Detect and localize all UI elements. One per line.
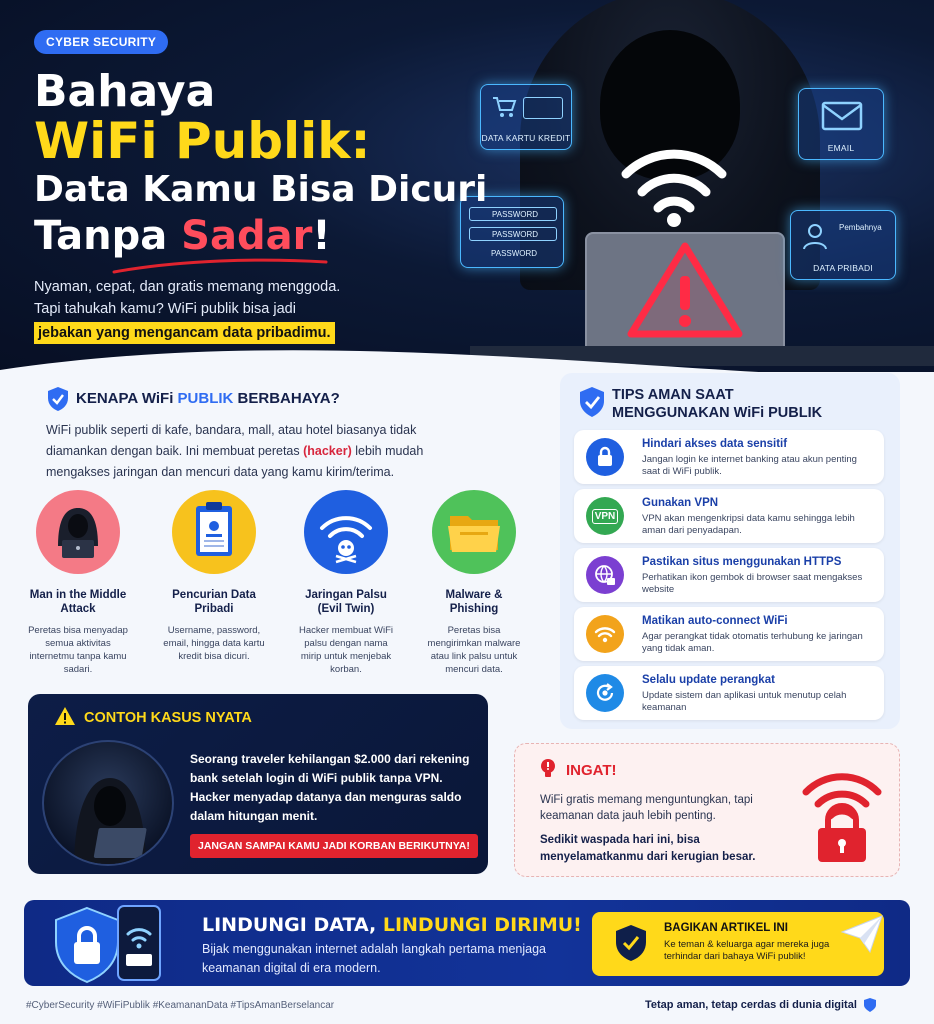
- risk-title: Malware & Phishing: [445, 589, 503, 615]
- title-word-tanpa: Tanpa: [34, 213, 182, 259]
- warning-triangle-icon: [625, 240, 745, 340]
- red-underline-swoosh: [110, 256, 330, 276]
- tips-title-2: MENGGUNAKAN WiFi PUBLIK: [612, 405, 823, 421]
- wifi-icon: [586, 615, 624, 653]
- shield-check-icon: [46, 386, 70, 412]
- tip-desc: Jangan login ke internet banking atau akun penting saat di WiFi publik.: [642, 454, 857, 477]
- footer-tagline-text: Tetap aman, tetap cerdas di dunia digital: [645, 998, 857, 1011]
- risk-card-evil-twin: [294, 490, 398, 676]
- tip-item: [574, 666, 884, 720]
- personal-data-label: DATA PRIBADI: [813, 263, 873, 273]
- risk-desc: Peretas bisa menyadap semua aktivitas internetmu tanpa kamu sadari.: [28, 625, 128, 675]
- update-gear-icon: [586, 674, 624, 712]
- tips-title-1: TIPS AMAN SAAT: [612, 387, 734, 403]
- banner-title-a: LINDUNGI DATA,: [202, 914, 383, 936]
- folder-icon: [432, 490, 516, 574]
- risk-desc: Peretas bisa mengirimkan malware atau link palsu untuk mencuri data.: [427, 625, 521, 675]
- shield-icon: [864, 998, 876, 1012]
- risk-title: Jaringan Palsu (Evil Twin): [305, 589, 387, 615]
- email-card: [798, 88, 884, 160]
- title-line-1: Bahaya: [34, 66, 216, 117]
- envelope-icon: [821, 101, 863, 131]
- case-text: Seorang traveler kehilangan $2.000 dari rekening bank setelah login di WiFi publik tanpa VPN. Hacker menyadap datanya dan menguras saldo dalam hitungan menit.: [190, 752, 470, 823]
- warning-icon: [54, 706, 76, 726]
- globe-lock-icon: [586, 556, 624, 594]
- tip-title: Matikan auto-connect WiFi: [642, 615, 788, 627]
- tip-desc: VPN akan mengenkripsi data kamu sehingga lebih aman dari penyadapan.: [642, 513, 855, 536]
- hacker-laptop-icon: [36, 490, 120, 574]
- tip-desc: Agar perangkat tidak otomatis terhubung ke jaringan yang tidak aman.: [642, 631, 863, 654]
- credit-card-label: DATA KARTU KREDIT: [481, 133, 571, 143]
- hero-sub-line-2: Tapi tahukah kamu? WiFi publik bisa jadi: [34, 301, 296, 317]
- risk-card-malware: [422, 490, 526, 676]
- shield-lock-icon: [52, 906, 122, 984]
- risk-title: Pencurian Data Pribadi: [172, 589, 256, 615]
- reminder-text-2: Sedikit waspada hari ini, bisa menyelamatkanmu dari kerugian besar.: [540, 834, 756, 863]
- risk-desc: Username, password, email, hingga data kartu kredit bisa dicuri.: [163, 625, 265, 662]
- title-line-3: Data Kamu Bisa Dicuri: [34, 169, 488, 210]
- why-description: [46, 420, 466, 483]
- reminder-title: INGAT!: [566, 762, 617, 779]
- tip-item: [574, 548, 884, 602]
- hacker-photo: [42, 740, 174, 866]
- title-exclamation: !: [312, 213, 331, 259]
- case-warning-banner: JANGAN SAMPAI KAMU JADI KORBAN BERIKUTNYA!: [190, 834, 478, 858]
- why-text-b: lebih mudah mengakses jaringan dan mencuri data yang kamu kirim/terima.: [46, 444, 424, 479]
- title-word-sadar: Sadar: [181, 213, 313, 259]
- why-text-hacker: (hacker): [303, 444, 352, 458]
- paper-plane-icon[interactable]: [840, 914, 884, 954]
- phone-wifi-icon: [114, 904, 190, 984]
- risk-card-data-theft: [162, 490, 266, 663]
- password-field-1: PASSWORD: [469, 207, 557, 221]
- personal-name: Pembahnya: [839, 223, 882, 232]
- card-lines: [523, 97, 563, 119]
- banner-title-b: LINDUNGI DIRIMU!: [382, 914, 582, 936]
- clipboard-id-icon: [172, 490, 256, 574]
- shield-check-icon: [614, 924, 648, 962]
- share-title: BAGIKAN ARTIKEL INI: [664, 922, 788, 934]
- category-tag: CYBER SECURITY: [34, 30, 168, 54]
- tip-desc: Perhatikan ikon gembok di browser saat mengakses website: [642, 572, 863, 595]
- case-title: CONTOH KASUS NYATA: [84, 710, 252, 726]
- credit-card-data-card: [480, 84, 572, 150]
- banner-subtitle: Bijak menggunakan internet adalah langkah pertama menjaga keamanan digital di era modern.: [202, 942, 546, 975]
- why-title-a: KENAPA WiFi: [76, 390, 178, 407]
- risk-card-mitm: [26, 490, 130, 676]
- password-field-2: PASSWORD: [469, 227, 557, 241]
- why-section-title: [76, 390, 340, 407]
- risk-desc: Hacker membuat WiFi palsu dengan nama mirip untuk menjebak korban.: [299, 625, 393, 675]
- hero-sub-line-1: Nyaman, cepat, dan gratis memang menggoda.: [34, 279, 341, 295]
- share-desc: Ke teman & keluarga agar mereka juga terhindar dari bahaya WiFi publik!: [664, 939, 830, 962]
- personal-data-card: [790, 210, 896, 280]
- risk-title: Man in the Middle Attack: [29, 589, 127, 615]
- tip-desc: Update sistem dan aplikasi untuk menutup celah keamanan: [642, 690, 847, 713]
- hero-subtitle: [34, 276, 364, 344]
- lightbulb-icon: [538, 757, 558, 779]
- tip-title: Selalu update perangkat: [642, 674, 775, 686]
- reminder-text-1: WiFi gratis memang menguntungkan, tapi keamanan data jauh lebih penting.: [540, 794, 753, 822]
- why-title-c: BERBAHAYA?: [233, 390, 340, 407]
- title-line-2: WiFi Publik:: [34, 112, 371, 170]
- person-id-icon: [801, 221, 829, 251]
- tip-item: [574, 430, 884, 484]
- why-text-a: WiFi publik seperti di kafe, bandara, mall, atau hotel biasanya tidak diamankan dengan baik. Ini membuat peretas: [46, 423, 417, 458]
- email-label: EMAIL: [827, 143, 855, 153]
- tip-item: [574, 489, 884, 543]
- tip-title: Pastikan situs menggunakan HTTPS: [642, 556, 842, 568]
- hero-section: [0, 0, 934, 372]
- wifi-icon: [618, 140, 730, 230]
- banner-title: [202, 914, 582, 936]
- title-line-4: [34, 213, 331, 259]
- why-title-b: PUBLIK: [177, 390, 234, 407]
- lock-icon: [586, 438, 624, 476]
- tip-title: Hindari akses data sensitif: [642, 438, 788, 450]
- vpn-badge: VPN: [592, 509, 619, 524]
- shopping-cart-icon: [491, 95, 517, 119]
- hero-sub-highlight: jebakan yang mengancam data pribadimu.: [34, 322, 335, 344]
- wifi-lock-icon: [800, 764, 884, 864]
- footer-tagline: [645, 998, 876, 1012]
- tip-item: [574, 607, 884, 661]
- vpn-icon: [586, 497, 624, 535]
- hashtags: #CyberSecurity #WiFiPublik #KeamananData #TipsAmanBerselancar: [26, 1000, 335, 1011]
- tip-title: Gunakan VPN: [642, 497, 719, 509]
- password-field-3: PASSWORD: [491, 249, 538, 258]
- shield-check-icon: [578, 386, 606, 418]
- wifi-skull-icon: [304, 490, 388, 574]
- tips-title: [612, 386, 822, 422]
